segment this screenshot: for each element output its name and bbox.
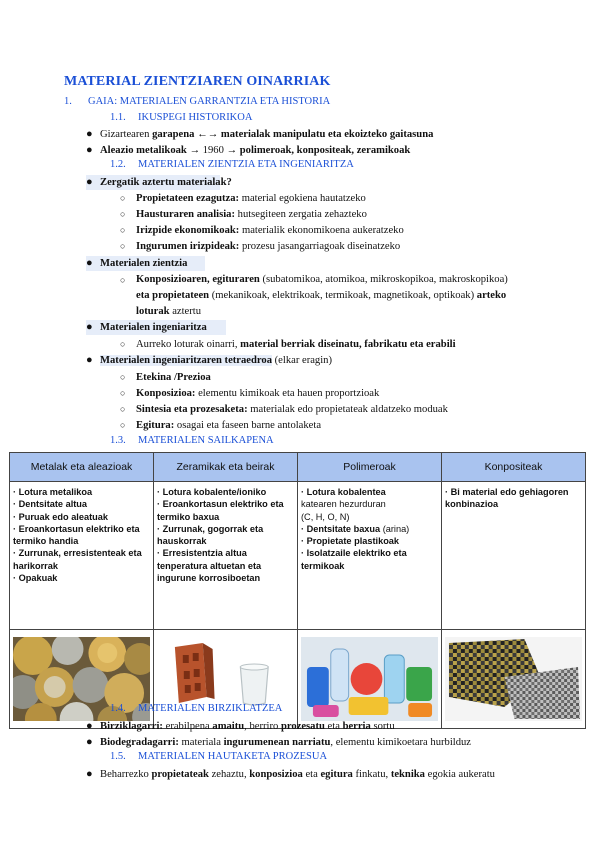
subsection-label: IKUSPEGI HISTORIKOA [138, 112, 253, 123]
section-number: 1. [64, 96, 72, 107]
table-row [10, 482, 586, 630]
list-item-science: ● Materialen zientzia [86, 256, 205, 271]
list-item: ○ Sintesia eta prozesaketa: materialak edo propietateak aldatzeko moduak [120, 404, 448, 415]
woven-fiber-picture [445, 637, 582, 721]
section-heading-1 [64, 96, 330, 107]
circle-bullet-icon: ○ [120, 339, 126, 349]
table-image-row [10, 630, 586, 729]
subsection-number: 1.1. [110, 112, 126, 123]
list-item: ○ Propietateen ezagutza: material egokiena hautatzeko [120, 193, 366, 204]
list-item: ○ Ingurumen irizpideak: prozesu jasangarriagoak diseinatzeko [120, 241, 401, 252]
subsection-heading-1-5: 1.5. MATERIALEN HAUTAKETA PROZESUA [110, 751, 328, 762]
document-title: MATERIAL ZIENTZIAREN OINARRIAK [64, 74, 331, 89]
list-item: ○ Egitura: osagai eta faseen barne antolaketa [120, 420, 322, 431]
polymers-cell: · Lotura kobalentea katearen hezurduran (C, H, O, N) · Dentsitate baxua (arina) · Propietate plastikoak · Isolatzaile elektriko eta termikoak [298, 482, 442, 630]
table-header-row [10, 453, 586, 482]
circle-bullet-icon: ○ [120, 420, 126, 430]
list-item: ● Gizartearen garapena ←→ materialak manipulatu eta ekoizteko gaitasuna [86, 128, 434, 140]
table-header: Zeramikak eta beirak [154, 453, 298, 482]
circle-bullet-icon: ○ [120, 193, 126, 203]
composites-cell: · Bi material edo gehiagoren konbinazioa [442, 482, 586, 630]
bullet-icon: ● [86, 176, 93, 188]
list-item: ● Beharrezko propietateak zehaztu, konposizioa eta egitura finkatu, teknika egokia aukeratu [86, 768, 495, 780]
bullet-icon: ● [86, 720, 93, 732]
list-item-science-text: ○ Konposizioaren, egituraren (subatomikoa, atomikoa, mikroskopikoa, makroskopikoa) eta propietateen (mekanikoak, elektrikoak, termikoak, magnetikoak, optikoak) arteko loturak aztertu [120, 274, 508, 317]
subsection-heading-1-4: 1.4. MATERIALEN BIRZIKLATZEA [110, 703, 283, 714]
bullet-icon: ● [86, 354, 93, 366]
table-header: Konpositeak [442, 453, 586, 482]
list-item: ○ Hausturaren analisia: hutsegiteen zergatia zehazteko [120, 209, 367, 220]
list-item: ○ Etekina /Prezioa [120, 372, 211, 383]
circle-bullet-icon: ○ [120, 241, 126, 251]
list-item: ● Birziklagarri: erabilpena amaitu, berriro prozesatu eta berria sortu [86, 720, 395, 732]
table-header: Metalak eta aleazioak [10, 453, 154, 482]
section-label: GAIA: MATERIALEN GARRANTZIA ETA HISTORIA [88, 96, 331, 107]
materials-table [9, 452, 586, 729]
plastics-picture [301, 637, 438, 721]
circle-bullet-icon: ○ [120, 209, 126, 219]
list-item: ○ Konposizioa: elementu kimikoak eta hauen proportzioak [120, 388, 380, 399]
list-item: ● Aleazio metalikoak → 1960 → polimeroak, konpositeak, zeramikoak [86, 144, 411, 156]
bullet-icon: ● [86, 144, 93, 156]
circle-bullet-icon: ○ [120, 404, 126, 414]
polymers-image [298, 630, 442, 729]
bullet-icon: ● [86, 128, 93, 140]
subsection-heading-1-3: 1.3. MATERIALEN SAILKAPENA [110, 435, 274, 446]
list-item: ● Biodegradagarri: materiala ingurumenean narriatu, elementu kimikoetara hurbilduz [86, 736, 472, 748]
circle-bullet-icon: ○ [120, 372, 126, 382]
metals-cell: · Lotura metalikoa · Dentsitate altua · Puruak edo aleatuak · Eroankortasun elektriko eta termiko handia · Zurrunak, erresistenteak eta harikorrak · Opakuak [10, 482, 154, 630]
bullet-icon: ● [86, 321, 93, 333]
table-header: Polimeroak [298, 453, 442, 482]
subsection-heading-1-2: 1.2. MATERIALEN ZIENTZIA ETA INGENIARITZA [110, 159, 354, 170]
circle-bullet-icon: ○ [120, 388, 126, 398]
list-item-tetrahedron: ● Materialen ingeniaritzaren tetraedroa (elkar eragin) [86, 354, 332, 366]
composites-image [442, 630, 586, 729]
list-item-engineering: ● Materialen ingeniaritza [86, 320, 226, 335]
bullet-icon: ● [86, 736, 93, 748]
list-item: ○ Aurreko loturak oinarri, material berriak diseinatu, fabrikatu eta erabili [120, 339, 456, 350]
bullet-icon: ● [86, 768, 93, 780]
circle-bullet-icon: ○ [120, 225, 126, 235]
list-item: ○ Irizpide ekonomikoak: materialik ekonomikoena aukeratzeko [120, 225, 404, 236]
list-item-why: ● Zergatik aztertu materialak? [86, 176, 232, 188]
bullet-icon: ● [86, 257, 93, 269]
ceramics-cell: · Lotura kobalente/ioniko · Eroankortasun elektriko eta termiko baxua · Zurrunak, gogorrak eta hauskorrak · Erresistentzia altua tenperatura altuetan eta ingurune korrosiboetan [154, 482, 298, 630]
circle-bullet-icon: ○ [120, 275, 126, 285]
subsection-heading-1-1 [110, 112, 252, 123]
